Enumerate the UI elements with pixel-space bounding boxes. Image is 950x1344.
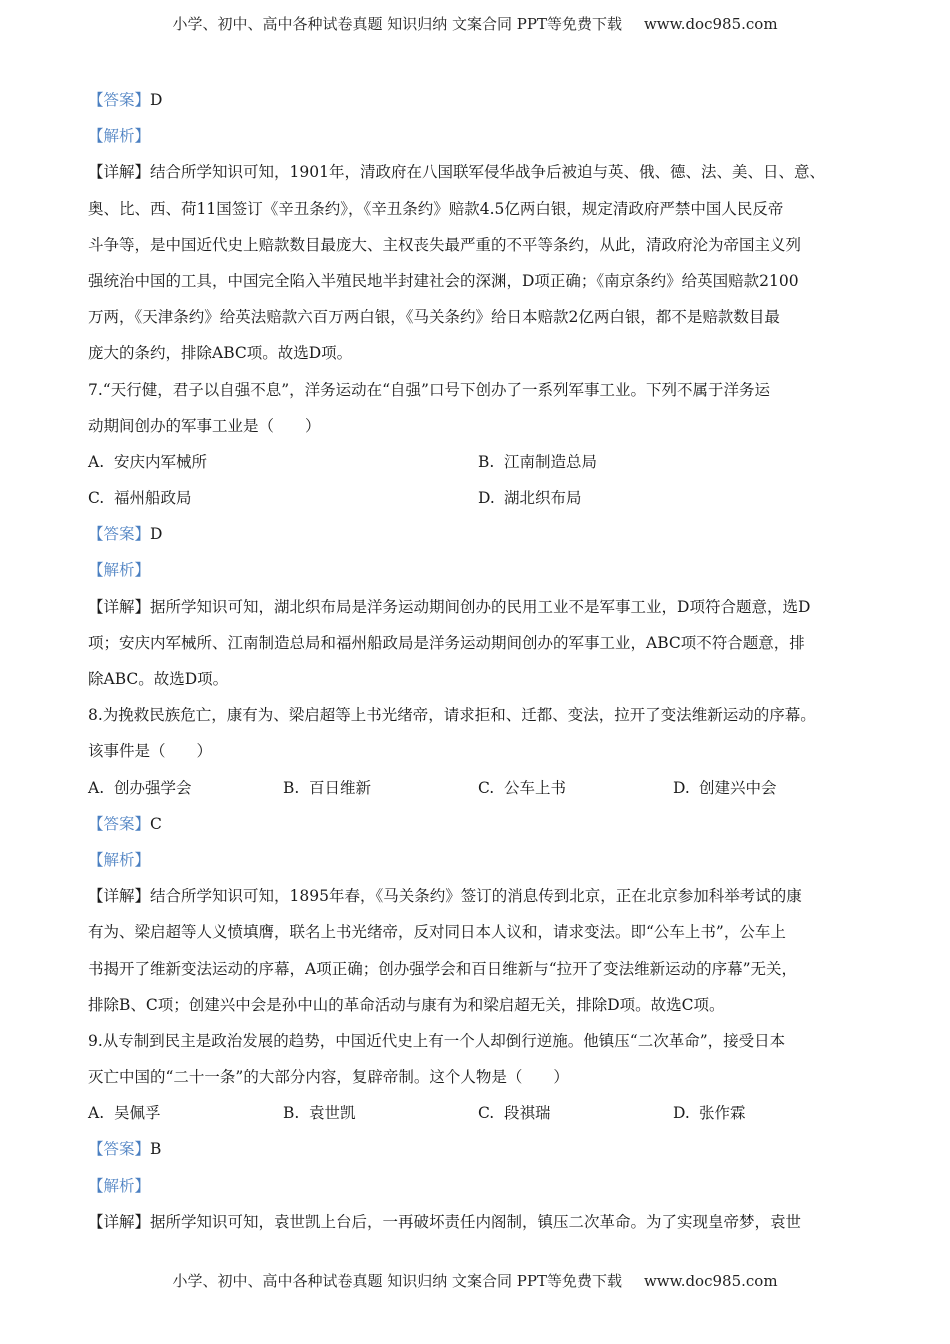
header-text: 小学、初中、高中各种试卷真题 知识归纳 文案合同 PPT等免费下载 (172, 15, 622, 33)
option-text: 江南制造总局 (504, 452, 598, 471)
option-letter: A. (88, 778, 105, 797)
detail-text: 结合所学知识可知，1901年，清政府在八国联军侵华战争后被迫与英、俄、德、法、美、日、意、 (150, 163, 825, 182)
question-stem: 9.从专制到民主是政治发展的趋势，中国近代史上有一个人却倒行逆施。他镇压“二次革命”，接受日本 (88, 1031, 786, 1050)
option-b (478, 444, 868, 480)
analysis-line (88, 1168, 878, 1204)
detail-line: 强统治中国的工具，中国完全陷入半殖民地半封建社会的深渊，D项正确；《南京条约》给英国赔款2100 (88, 271, 799, 290)
options-row (88, 480, 878, 516)
header-site[interactable]: www.doc985.com (643, 15, 778, 33)
answer-label: 【答案】 (88, 525, 151, 544)
detail-line (88, 1204, 878, 1240)
detail-line: 万两，《天津条约》给英法赔款六百万两白银，《马关条约》给日本赔款2亿两白银，都不是赔款数目最 (88, 308, 780, 327)
question-stem: 8.为挽救民族危亡，康有为、梁启超等上书光绪帝，请求拒和、迁都、变法，拉开了变法维新运动的序幕。 (88, 706, 816, 725)
detail-label: 【详解】 (88, 163, 151, 182)
analysis-line (88, 842, 878, 878)
footer-site[interactable]: www.doc985.com (643, 1272, 778, 1290)
detail-line (88, 154, 878, 190)
answer-label: 【答案】 (88, 1140, 151, 1159)
analysis-label: 【解析】 (88, 127, 151, 146)
option-c (478, 1095, 673, 1131)
option-letter: A. (88, 1104, 105, 1123)
page-header (0, 13, 950, 34)
detail-line (88, 878, 878, 914)
option-d (478, 480, 868, 516)
option-letter: A. (88, 452, 105, 471)
option-text: 福州船政局 (114, 489, 192, 508)
answer-value: B (150, 1140, 162, 1159)
option-c (478, 770, 673, 806)
option-letter: C. (88, 489, 105, 508)
option-letter: C. (478, 778, 495, 797)
document-body (88, 82, 878, 1240)
question-stem: 动期间创办的军事工业是（ ） (88, 416, 321, 435)
answer-value: D (150, 525, 163, 544)
detail-label: 【详解】 (88, 1212, 151, 1231)
question-stem: 7.“天行健，君子以自强不息”，洋务运动在“自强”口号下创办了一系列军事工业。下列不属于洋务运 (88, 380, 770, 399)
option-letter: D. (673, 1104, 690, 1123)
option-d (673, 1095, 868, 1131)
option-text: 湖北织布局 (504, 489, 582, 508)
option-letter: C. (478, 1104, 495, 1123)
option-text: 袁世凯 (309, 1104, 356, 1123)
option-text: 百日维新 (309, 778, 372, 797)
detail-text: 据所学知识可知，袁世凯上台后，一再破坏责任内阁制，镇压二次革命。为了实现皇帝梦，袁世 (150, 1212, 802, 1231)
analysis-line (88, 118, 878, 154)
option-b (283, 1095, 478, 1131)
detail-line: 斗争等，是中国近代史上赔款数目最庞大、主权丧失最严重的不平等条约，从此，清政府沦为帝国主义列 (88, 235, 802, 254)
answer-line (88, 1131, 878, 1167)
answer-line (88, 516, 878, 552)
option-text: 张作霖 (699, 1104, 746, 1123)
analysis-label: 【解析】 (88, 561, 151, 580)
option-letter: B. (478, 452, 495, 471)
page-footer (0, 1270, 950, 1291)
option-a (88, 770, 283, 806)
question-stem: 该事件是（ ） (88, 742, 213, 761)
footer-text: 小学、初中、高中各种试卷真题 知识归纳 文案合同 PPT等免费下载 (172, 1272, 622, 1290)
option-text: 段祺瑞 (504, 1104, 551, 1123)
detail-label: 【详解】 (88, 887, 151, 906)
detail-line (88, 589, 878, 625)
detail-line: 排除B、C项；创建兴中会是孙中山的革命活动与康有为和梁启超无关，排除D项。故选C项。 (88, 995, 725, 1014)
option-letter: B. (283, 778, 300, 797)
detail-text: 据所学知识可知，湖北织布局是洋务运动期间创办的民用工业不是军事工业，D项符合题意，选D (150, 597, 811, 616)
option-text: 吴佩孚 (114, 1104, 161, 1123)
option-letter: D. (673, 778, 690, 797)
detail-line: 有为、梁启超等人义愤填膺，联名上书光绪帝，反对同日本人议和，请求变法。即“公车上书”，公车上 (88, 923, 786, 942)
analysis-line (88, 552, 878, 588)
options-row (88, 770, 878, 806)
option-letter: B. (283, 1104, 300, 1123)
option-text: 创建兴中会 (699, 778, 777, 797)
detail-line: 项；安庆内军械所、江南制造总局和福州船政局是洋务运动期间创办的军事工业，ABC项不符合题意，排 (88, 633, 805, 652)
detail-text: 结合所学知识可知，1895年春，《马关条约》签订的消息传到北京，正在北京参加科举考试的康 (150, 887, 802, 906)
option-text: 公车上书 (504, 778, 567, 797)
option-b (283, 770, 478, 806)
options-row (88, 1095, 878, 1131)
option-c (88, 480, 478, 516)
answer-line (88, 82, 878, 118)
answer-label: 【答案】 (88, 814, 151, 833)
detail-line: 书揭开了维新变法运动的序幕，A项正确；创办强学会和百日维新与“拉开了变法维新运动的序幕”无关， (88, 959, 798, 978)
option-letter: D. (478, 489, 495, 508)
option-a (88, 1095, 283, 1131)
answer-value: C (150, 814, 162, 833)
answer-line (88, 806, 878, 842)
analysis-label: 【解析】 (88, 850, 151, 869)
option-text: 创办强学会 (114, 778, 192, 797)
options-row (88, 444, 878, 480)
detail-line: 庞大的条约，排除ABC项。故选D项。 (88, 344, 353, 363)
answer-value: D (150, 91, 163, 109)
option-text: 安庆内军械所 (114, 452, 208, 471)
option-a (88, 444, 478, 480)
detail-line: 奥、比、西、荷11国签订《辛丑条约》，《辛丑条约》赔款4.5亿两白银，规定清政府严禁中国人民反帝 (88, 199, 784, 218)
detail-line: 除ABC。故选D项。 (88, 670, 229, 688)
analysis-label: 【解析】 (88, 1176, 151, 1195)
option-d (673, 770, 868, 806)
question-stem: 灭亡中国的“二十一条”的大部分内容，复辟帝制。这个人物是（ ） (88, 1068, 569, 1087)
answer-label: 【答案】 (88, 91, 151, 109)
detail-label: 【详解】 (88, 597, 151, 616)
